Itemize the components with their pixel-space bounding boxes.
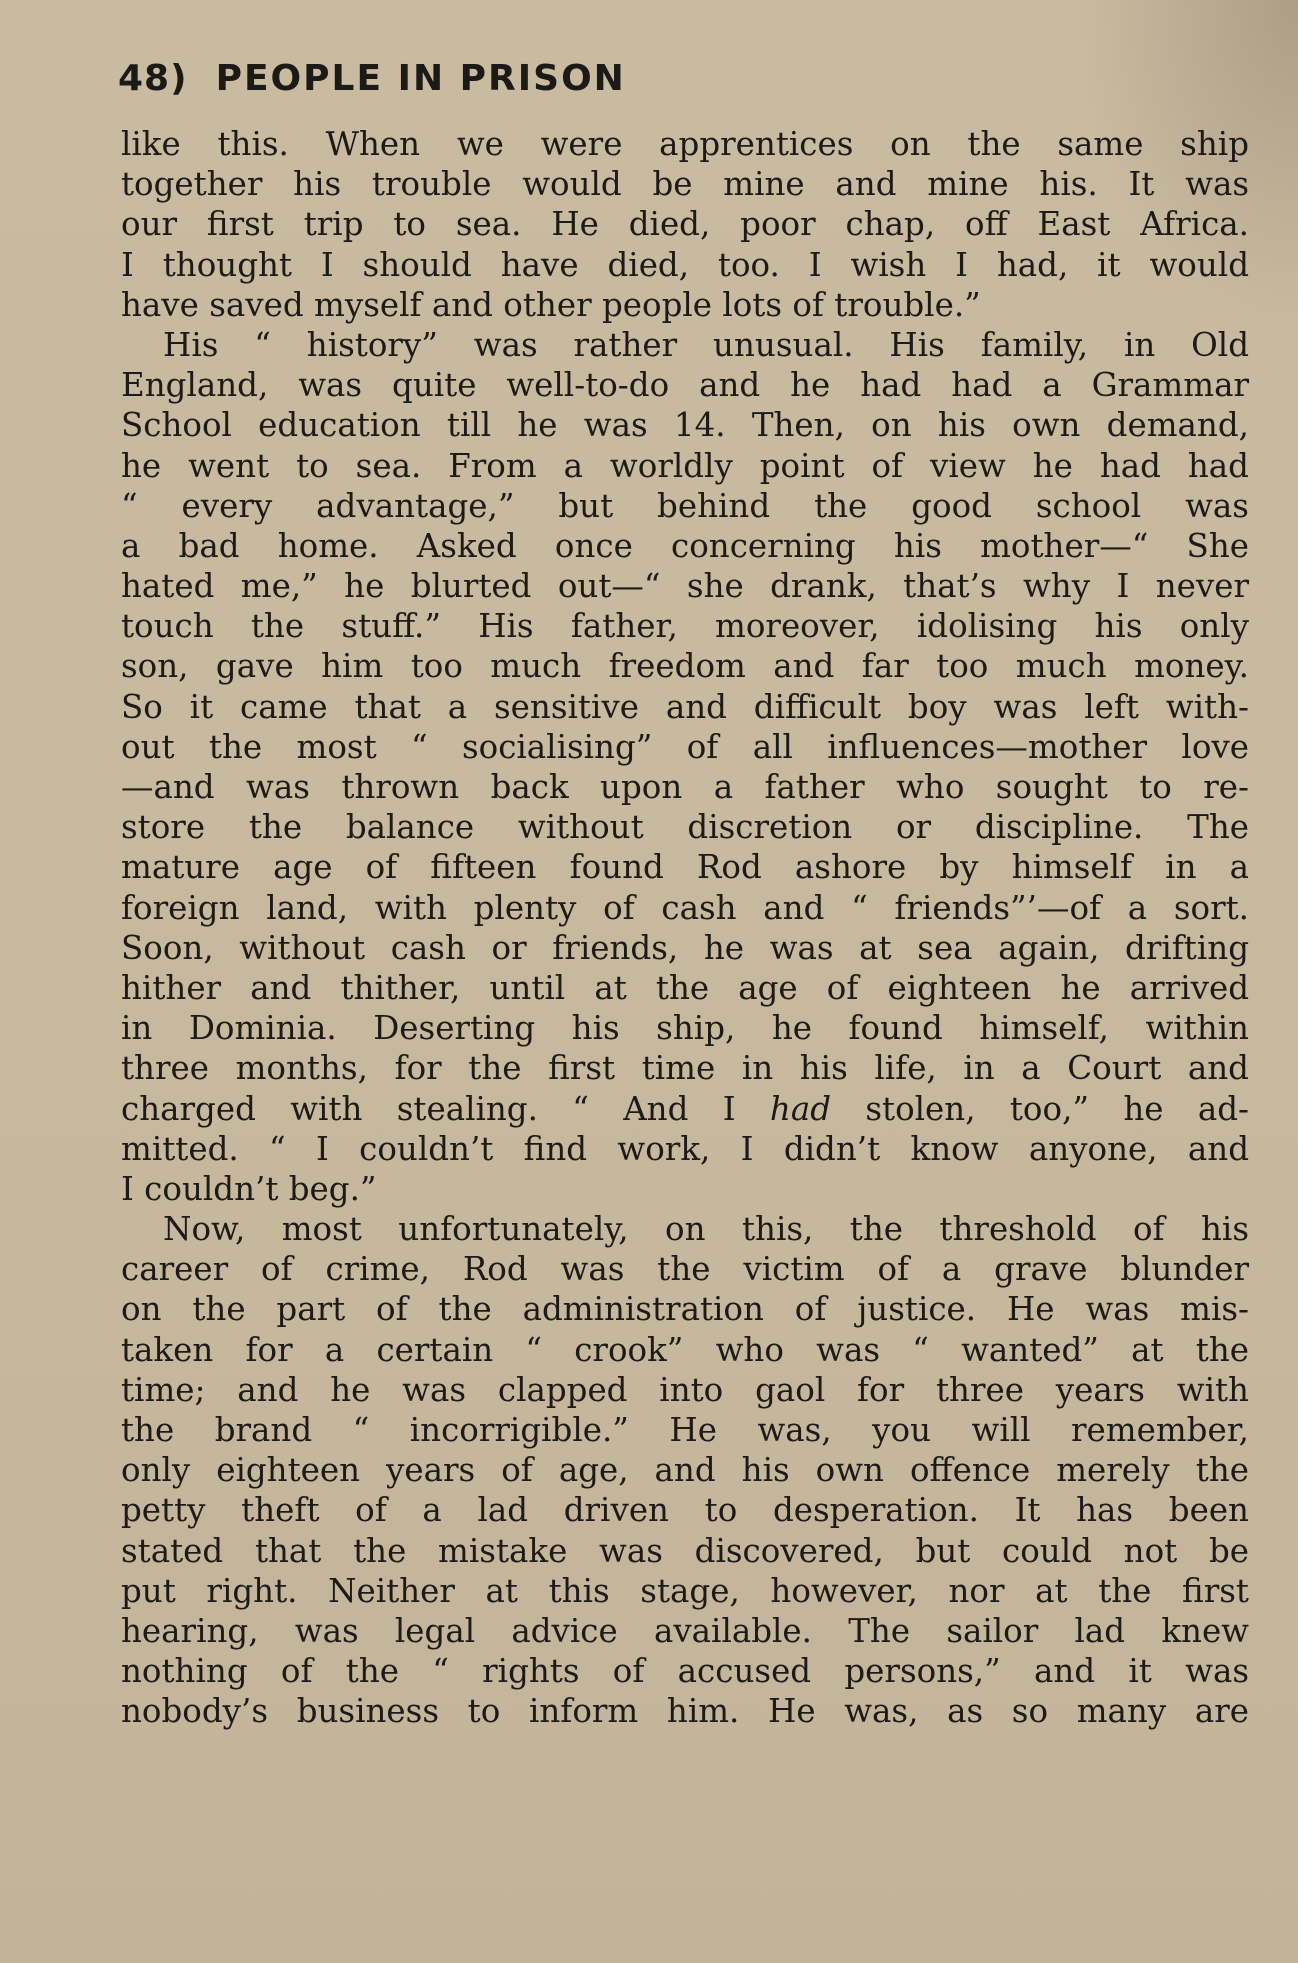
text-line: mitted. “ I couldn’t find work, I didn’t know anyone, and (121, 1129, 1249, 1168)
text-line: hearing, was legal advice available. The sailor lad knew (121, 1611, 1249, 1650)
text-line: Now, most unfortunately, on this, the threshold of his (163, 1210, 1249, 1249)
text-line: he went to sea. From a worldly point of view he had had (121, 446, 1249, 485)
text-line: son, gave him too much freedom and far too much money. (121, 647, 1249, 686)
text-line: So it came that a sensitive and difficult boy was left with- (121, 687, 1249, 726)
text-line: like this. When we were apprentices on the same ship (121, 125, 1249, 163)
text-line: a bad home. Asked once concerning his mother—“ She (121, 526, 1249, 565)
text-line: I thought I should have died, too. I wish I had, it would (121, 245, 1249, 284)
text-line: foreign land, with plenty of cash and “ friends”’—of a sort. (121, 888, 1249, 927)
text-line: England, was quite well-to-do and he had had a Grammar (121, 366, 1249, 405)
text-line: Soon, without cash or friends, he was at sea again, drifting (121, 928, 1249, 967)
text-line: store the balance without discretion or discipline. The (121, 808, 1249, 847)
text-line: petty theft of a lad driven to desperation. It has been (121, 1491, 1249, 1530)
text-line: nobody’s business to inform him. He was, as so many are (121, 1692, 1249, 1731)
text-line: together his trouble would be mine and mine his. It was (121, 165, 1249, 204)
text-line: hated me,” he blurted out—“ she drank, that’s why I never (121, 567, 1249, 606)
page-number: 48) (118, 58, 188, 99)
text-line: I couldn’t beg.” (121, 1169, 377, 1208)
text-line: time; and he was clapped into gaol for three years with (121, 1370, 1249, 1409)
text-line: charged with stealing. “ And I had stolen, too,” he ad- (121, 1089, 1249, 1128)
text-line: School education till he was 14. Then, on his own demand, (121, 406, 1249, 445)
text-line: “ every advantage,” but behind the good school was (121, 486, 1249, 525)
text-line: have saved myself and other people lots of trouble.” (121, 285, 981, 324)
text-line: our first trip to sea. He died, poor chap, off East Africa. (121, 205, 1249, 244)
running-title: PEOPLE IN PRISON (215, 58, 626, 99)
text-line: career of crime, Rod was the victim of a grave blunder (121, 1250, 1249, 1289)
text-line: on the part of the administration of justice. He was mis- (121, 1290, 1249, 1329)
text-line: taken for a certain “ crook” who was “ wanted” at the (121, 1330, 1249, 1369)
text-line: in Dominia. Deserting his ship, he found himself, within (121, 1009, 1249, 1048)
text-line: put right. Neither at this stage, however, nor at the first (121, 1571, 1249, 1610)
page-header (118, 58, 626, 114)
text-line: mature age of fifteen found Rod ashore by himself in a (121, 848, 1249, 887)
text-line: nothing of the “ rights of accused persons,” and it was (121, 1652, 1249, 1691)
text-line: three months, for the first time in his life, in a Court and (121, 1049, 1249, 1088)
text-line: —and was thrown back upon a father who sought to re- (121, 768, 1249, 806)
text-line: stated that the mistake was discovered, but could not be (121, 1531, 1249, 1570)
text-line: out the most “ socialising” of all influences—mother love (121, 727, 1249, 766)
text-line: only eighteen years of age, and his own offence merely the (121, 1451, 1249, 1490)
text-line: His “ history” was rather unusual. His family, in Old (163, 325, 1249, 364)
text-line: touch the stuff.” His father, moreover, idolising his only (121, 607, 1249, 646)
emphasis: had (769, 1089, 832, 1128)
text-line: the brand “ incorrigible.” He was, you will remember, (121, 1411, 1249, 1449)
body-text (121, 124, 1249, 1732)
text-line: hither and thither, until at the age of eighteen he arrived (121, 968, 1249, 1007)
